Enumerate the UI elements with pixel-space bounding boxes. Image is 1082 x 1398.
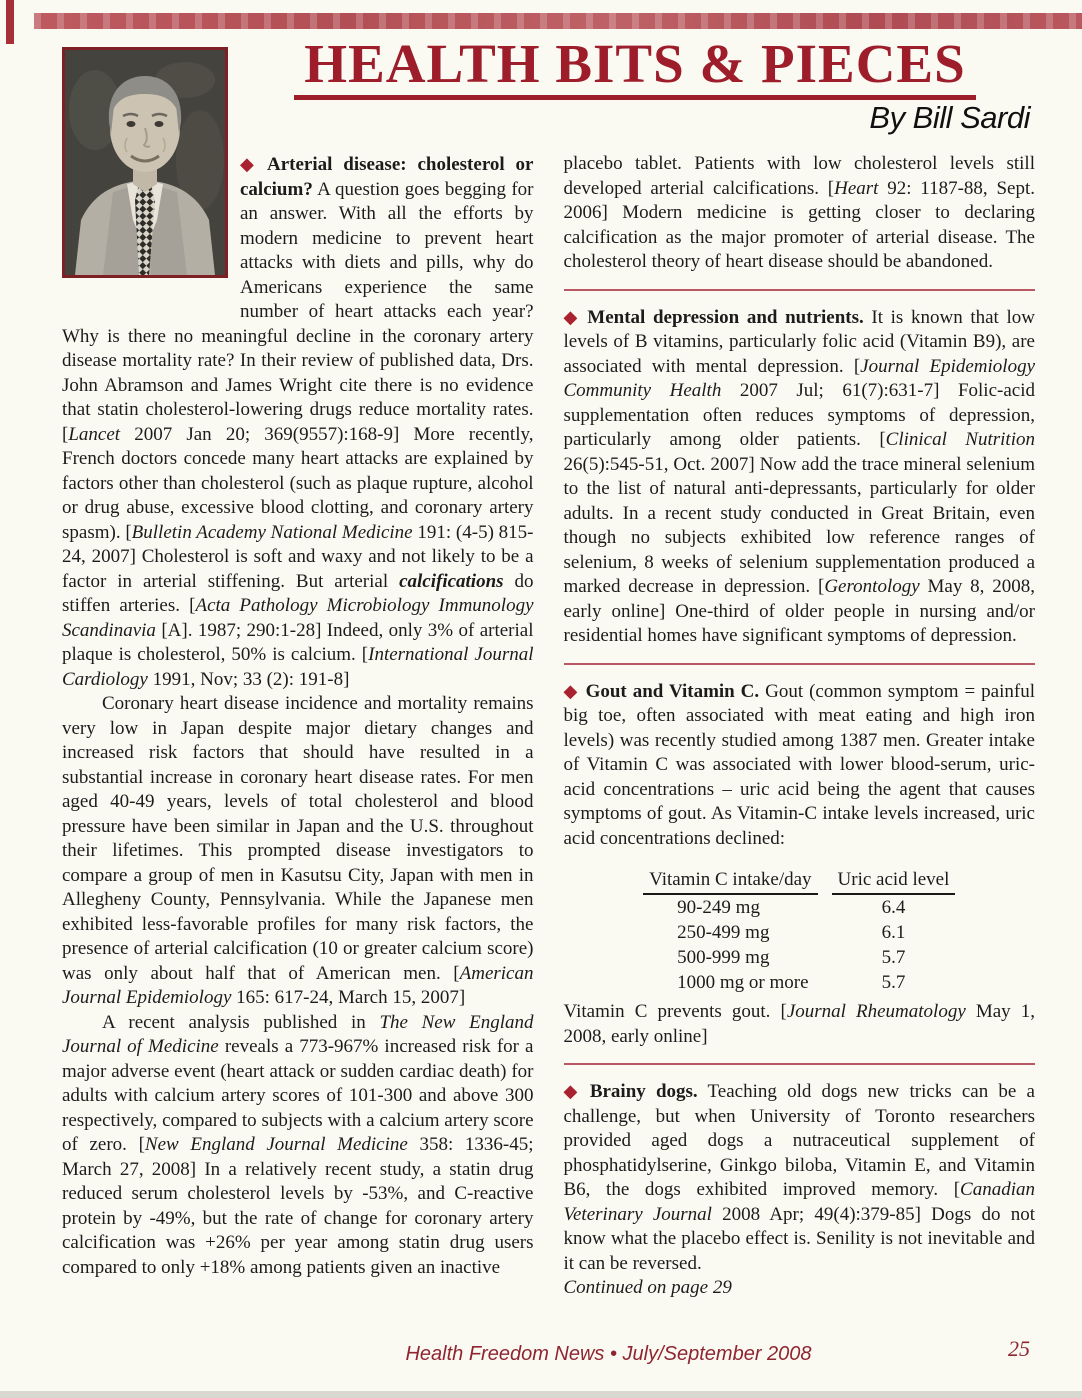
diamond-bullet-icon: ◆ (563, 680, 579, 701)
section-mental-depression (564, 305, 1036, 649)
section-gout-text: Gout and Vitamin C. Gout (common symptom = painful big toe, often associated with meat eating and high iron levels) was recently studied among 1387 men. Greater intake of Vitamin C was associated with lower blood-serum, uric-acid concentrations – uric acid being the agent that causes symptoms of gout. As Vitamin-C intake levels increased, uric acid concentrations declined: (563, 680, 1036, 849)
footer-journal-line: Health Freedom News • July/September 2008 (405, 1343, 812, 1365)
paragraph-japan-study: Coronary heart disease incidence and mortality remains very low in Japan despite major dietary changes and increased risk factors that should have resulted in a substantial increase in coronary heart disease rates. For men aged 40-49 years, levels of total cholesterol and blood pressure have been similar in Japan and the U.S. throughout their lifetimes. This prompted disease investigators to compare a group of men in Kasutsu City, Japan with men in Allegheny County, Pennsylvania. While the Japanese men exhibited less-favorable profiles for many risk factors, the presence of arterial calcification (10 or greater calcium score) was only about half that of American men. [American Journal Epidemiology 165: 617-24, March 15, 2007] (62, 693, 534, 1008)
table-header-intake: Vitamin C intake/day (643, 868, 817, 895)
section-arterial-text: Arterial disease: cholesterol or calcium? A question goes begging for an answer. With all the efforts by modern medicine to prevent heart attacks with diets and pills, why do Americans experience the same number of heart attacks each year? Why is there no meaningful decline in the coronary artery disease mortality rate? In their review of published data, Drs. John Abramson and James Wright cite there is no evidence that statin cholesterol-lowering drugs reduce mortality rates. [Lancet 2007 Jan 20; 369(9557):168-9] More recently, French doctors concede many heart attacks are explained by factors other than cholesterol (such as plaque rupture, alcohol or drug abuse, excessive blood clotting, and coronary artery spasm). [Bulletin Academy National Medicine 191: (4-5) 815-24, 2007] Cholesterol is soft and waxy and not likely to be a factor in arterial stiffening. But arterial calcifications do stiffen arteries. [Acta Pathology Microbiology Immunology Scandinavia [A]. 1987; 290:1-28] Indeed, only 3% of arterial plaque is cholesterol, 50% is calcium. [International Journal Cardiology 1991, Nov; 33 (2): 191-8] (62, 154, 534, 690)
masthead (285, 33, 985, 100)
page-number: 25 (1008, 1336, 1030, 1361)
section-depression-text: Mental depression and nutrients. It is known that low levels of B vitamins, particularly folic acid (Vitamin B9), are associated with mental depression. [Journal Epidemiology Community Health 2007 Jul; 61(7):631-7] Folic-acid supplementation often reduces symptoms of depression, particularly among older patients. [Clinical Nutrition 26(5):545-51, Oct. 2007] Now add the trace mineral selenium to the list of natural anti-depressants, particularly for older adults. In a recent study conducted in Great Britain, even though no subjects exhibited low reference ranges of selenium, 8 weeks of selenium supplementation produced a marked decrease in depression. [Gerontology May 8, 2008, early online] One-third of older people in nursing and/or residential homes have significant symptoms of depression. (563, 306, 1036, 646)
table-cell-uric: 6.4 (881, 897, 906, 918)
page-bottom-edge (0, 1391, 1082, 1398)
table-cell-intake: 1000 mg or more (677, 972, 809, 993)
paragraph-vitamin-c-prevents-gout: Vitamin C prevents gout. [Journal Rheumatology May 1, 2008, early online] (563, 1001, 1035, 1047)
byline: By Bill Sardi (869, 100, 1030, 135)
section-gout-vitamin-c (564, 679, 1036, 852)
table-cell-intake: 500-999 mg (677, 947, 770, 968)
photo-float-spacer (62, 152, 240, 304)
section-divider-rule (564, 289, 1036, 291)
continued-on-page-note: Continued on page 29 (563, 1277, 732, 1298)
table-cell-uric: 6.1 (881, 922, 906, 943)
table-row (643, 946, 955, 970)
paragraph-placebo-continuation: placebo tablet. Patients with low cholesterol levels still developed arterial calcifications. [Heart 92: 1187-88, Sept. 2006] Modern medicine is getting closer to declaring calcification as the major promoter of arterial disease. The cholesterol theory of heart disease should be abandoned. (563, 153, 1035, 272)
page-title: HEALTH BITS & PIECES (294, 36, 975, 100)
diamond-bullet-icon: ◆ (563, 306, 581, 327)
diamond-bullet-icon: ◆ (240, 154, 260, 174)
section-divider-rule (564, 663, 1036, 665)
two-column-body (62, 152, 1035, 1301)
top-red-band (34, 13, 1082, 29)
section-dogs-text: Brainy dogs. Teaching old dogs new tricks can be a challenge, but when University of Toronto researchers provided aged dogs a nutraceutical supplement of phosphatidylserine, Ginkgo biloba, Vitamin E, and Vitamin B6, the dogs exhibited improved memory. [Canadian Veterinary Journal 2008 Apr; 49(4):379-85] Dogs do not know what the placebo effect is. Senility is not inevitable and it can be reversed. (563, 1081, 1035, 1274)
table-cell-intake: 90-249 mg (677, 897, 760, 918)
diamond-bullet-icon: ◆ (563, 1081, 583, 1101)
table-header-row (643, 868, 955, 895)
table-cell-uric: 5.7 (881, 947, 906, 968)
table-row (643, 971, 955, 995)
left-edge-red-mark (6, 0, 14, 44)
paragraph-nejm-analysis: A recent analysis published in The New England Journal of Medicine reveals a 773-967% increased risk for a major adverse event (heart attack or sudden cardiac death) for adults with calcium artery scores of 101-300 and above 300 respectively, compared to subjects with a calcium artery score of zero. [New England Journal Medicine 358: 1336-45; March 27, 2008] In a relatively recent study, a statin drug reduced serum cholesterol levels by -53%, and C-reactive protein by -49%, but the rate of change for coronary artery calcification was +26% per year among statin drug users compared to only +18% among patients given an inactive (62, 1011, 534, 1278)
section-brainy-dogs (564, 1079, 1036, 1276)
table-cell-intake: 250-499 mg (677, 922, 770, 943)
table-cell-uric: 5.7 (881, 972, 906, 993)
section-divider-rule (564, 1063, 1036, 1065)
table-row (643, 921, 955, 945)
right-column (564, 152, 1036, 1301)
table-header-uric: Uric acid level (832, 868, 956, 895)
left-column (62, 152, 534, 1280)
table-row (643, 896, 955, 920)
vitamin-c-uric-acid-table (629, 867, 969, 996)
